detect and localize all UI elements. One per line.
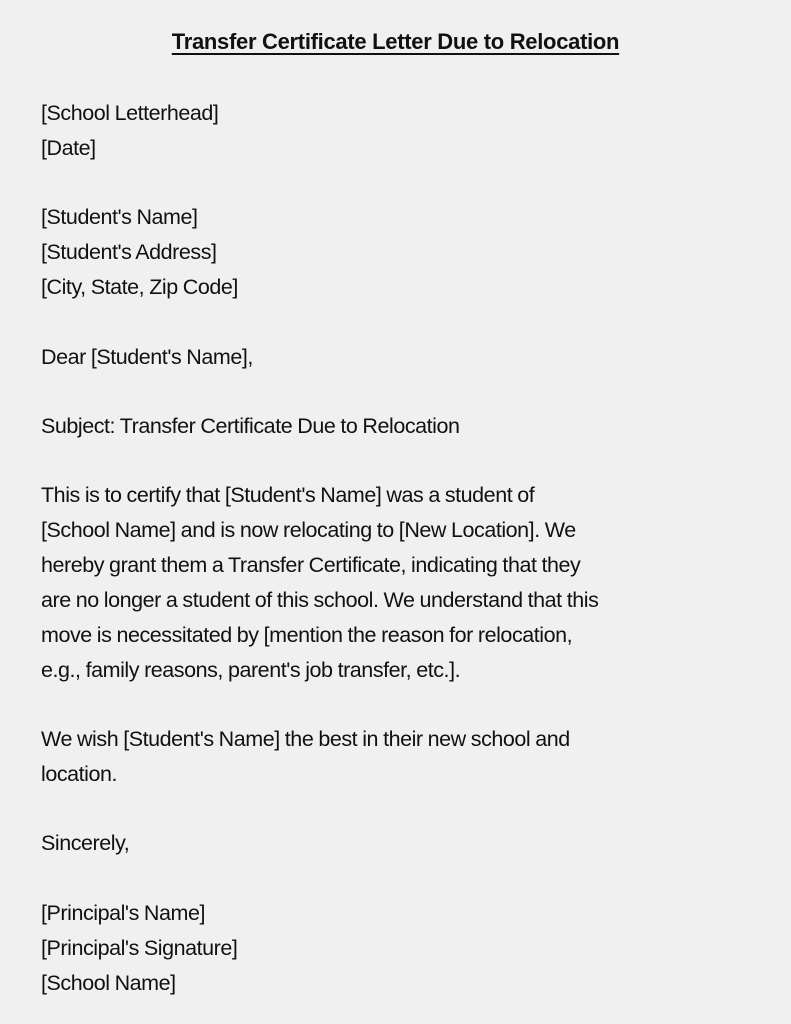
student-address-placeholder: [Student's Address] xyxy=(41,240,217,264)
school-name-placeholder: [School Name] xyxy=(41,971,176,995)
student-name-placeholder: [Student's Name] xyxy=(41,205,198,229)
city-state-zip-placeholder: [City, State, Zip Code] xyxy=(41,275,238,299)
signature-block xyxy=(41,896,237,1001)
closing xyxy=(41,826,129,861)
paragraph-line: [School Name] and is now relocating to [New Location]. We xyxy=(41,518,576,542)
subject-text: Subject: Transfer Certificate Due to Relocation xyxy=(41,414,460,438)
principal-signature-placeholder: [Principal's Signature] xyxy=(41,936,238,960)
paragraph-line: location. xyxy=(41,762,118,786)
body-paragraph-2 xyxy=(41,722,570,792)
paragraph-line: We wish [Student's Name] the best in their new school and xyxy=(41,727,570,751)
paragraph-line: hereby grant them a Transfer Certificate, indicating that they xyxy=(41,553,581,577)
school-letterhead-placeholder: [School Letterhead] xyxy=(41,101,219,125)
paragraph-line: move is necessitated by [mention the reason for relocation, xyxy=(41,623,573,647)
subject-line xyxy=(41,409,460,444)
paragraph-line: are no longer a student of this school. We understand that this xyxy=(41,588,599,612)
closing-text: Sincerely, xyxy=(41,831,130,855)
letterhead-block xyxy=(41,96,218,166)
principal-name-placeholder: [Principal's Name] xyxy=(41,901,205,925)
salutation xyxy=(41,340,253,375)
document-title: Transfer Certificate Letter Due to Relocation xyxy=(171,29,620,54)
date-placeholder: [Date] xyxy=(41,136,96,160)
paragraph-line: e.g., family reasons, parent's job transfer, etc.]. xyxy=(41,658,461,682)
recipient-address-block xyxy=(41,200,238,305)
paragraph-line: This is to certify that [Student's Name] was a student of xyxy=(41,483,535,507)
body-paragraph-1 xyxy=(41,478,598,688)
salutation-text: Dear [Student's Name], xyxy=(41,345,253,369)
